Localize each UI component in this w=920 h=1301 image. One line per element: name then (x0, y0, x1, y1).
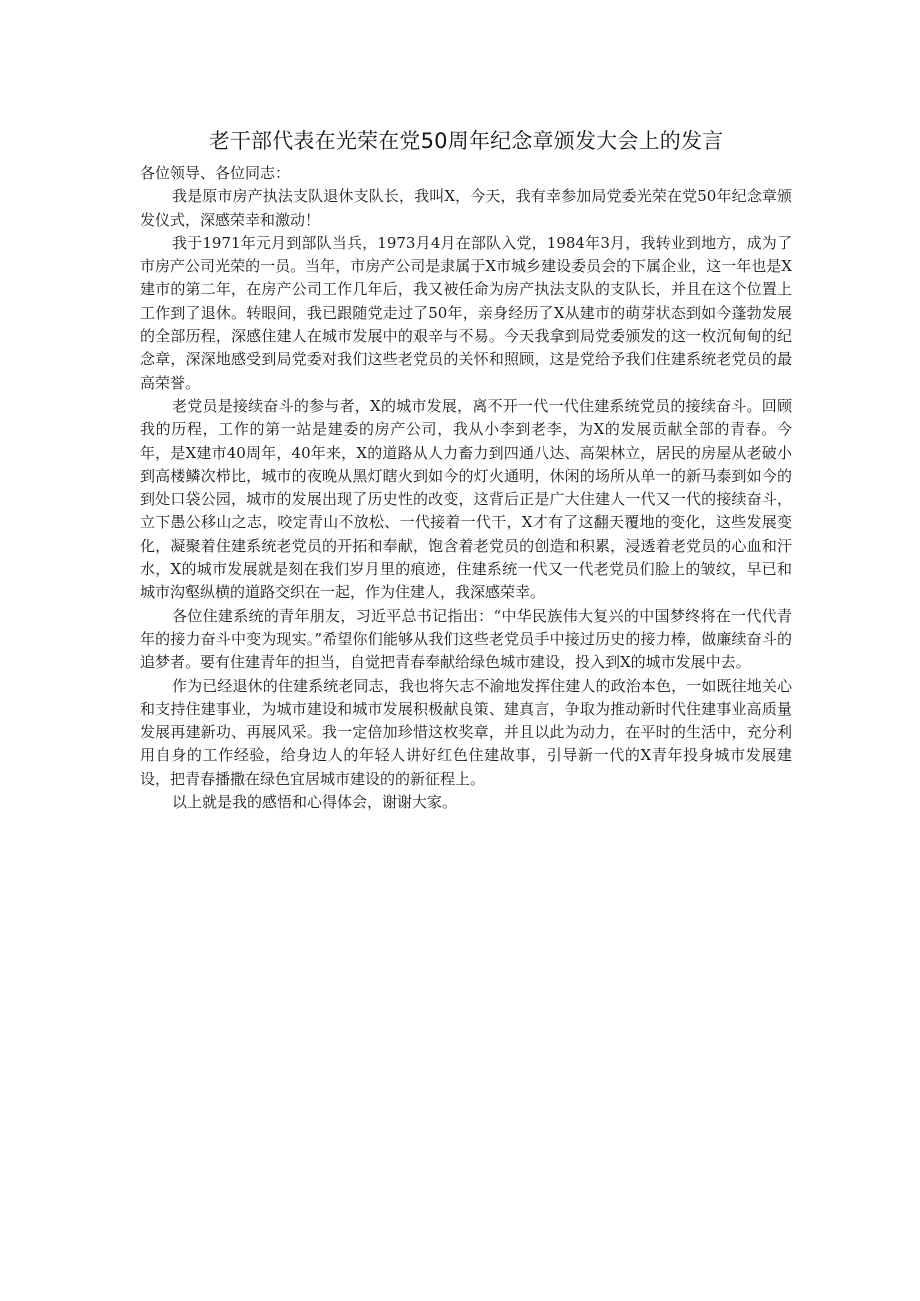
paragraph-closing: 以上就是我的感悟和心得体会，谢谢大家。 (172, 793, 458, 812)
paragraph-youth-message: 各位住建系统的青年朋友，习近平总书记指出：“中华民族伟大复兴的中国梦终将在一代代青年的接力奋斗中变为现实。”希望你们能够从我们这些老党员手中接过历史的接力棒，做廉续奋斗的追梦者。要有住建青年的担当，自觉把青春奉献给绿色城市建设，投入到X的城市发展中去。 (140, 606, 792, 672)
salutation: 各位领导、各位同志： (140, 164, 291, 182)
paragraph-introduction: 我是原市房产执法支队退休支队长，我叫X，今天，我有幸参加局党委光荣在党50年纪念章颁发仪式，深感荣幸和激动！ (140, 187, 792, 229)
paragraph-career-history: 我于1971年元月到部队当兵，1973月4月在部队入党，1984年3月，我转业到地方，成为了市房产公司光荣的一员。当年，市房产公司是隶属于X市城乡建设委员会的下属企业，这一年也是X建市的第二年，在房产公司工作几年后，我又被任命为房产执法支队的支队长，并且在这个位置上工作到了退休。转眼间，我已跟随党走过了50年，亲身经历了X从建市的萌芽状态到如今蓬勃发展的全部历程，深感住建人在城市发展中的艰辛与不易。今天我拿到局党委颁发的这一枚沉甸甸的纪念章，深深地感受到局党委对我们这些老党员的关怀和照顾，这是党给予我们住建系统老党员的最高荣誉。 (140, 233, 792, 392)
paragraph-city-development: 老党员是接续奋斗的参与者，X的城市发展，离不开一代一代住建系统党员的接续奋斗。回顾我的历程，工作的第一站是建委的房产公司，我从小李到老李，为X的发展贡献全部的青春。今年，是X建市40周年，40年来，X的道路从人力畜力到四通八达、高架林立，居民的房屋从老破小到高楼鳞次栉比，城市的夜晚从黑灯瞎火到如今的灯火通明，休闲的场所从单一的新马泰到如今的到处口袋公园，城市的发展出现了历史性的改变，这背后正是广大住建人一代又一代的接续奋斗，立下愚公移山之志，咬定青山不放松、一代接着一代干，X才有了这翻天覆地的变化，这些发展变化，凝聚着住建系统老党员的开拓和奉献，饱含着老党员的创造和积累，浸透着老党员的心血和汗水，X的城市发展就是刻在我们岁月里的痕迹，住建系统一代又一代老党员们脸上的皱纹，早已和城市沟壑纵横的道路交织在一起，作为住建人，我深感荣幸。 (140, 396, 792, 602)
page-title: 老干部代表在光荣在党50周年纪念章颁发大会上的发言 (208, 129, 724, 153)
document-body (140, 124, 792, 814)
paragraph-commitment: 作为已经退休的住建系统老同志，我也将矢志不渝地发挥住建人的政治本色，一如既往地关心和支持住建事业，为城市建设和城市发展积极献良策、建真言，争取为推动新时代住建事业高质量发展再建新功、再展风采。我一定倍加珍惜这枚奖章，并且以此为动力，在平时的生活中，充分利用自身的工作经验，给身边人的年轻人讲好红色住建故事，引导新一代的X青年投身城市发展建设，把青春播撒在绿色宜居城市建设的的新征程上。 (140, 676, 792, 788)
